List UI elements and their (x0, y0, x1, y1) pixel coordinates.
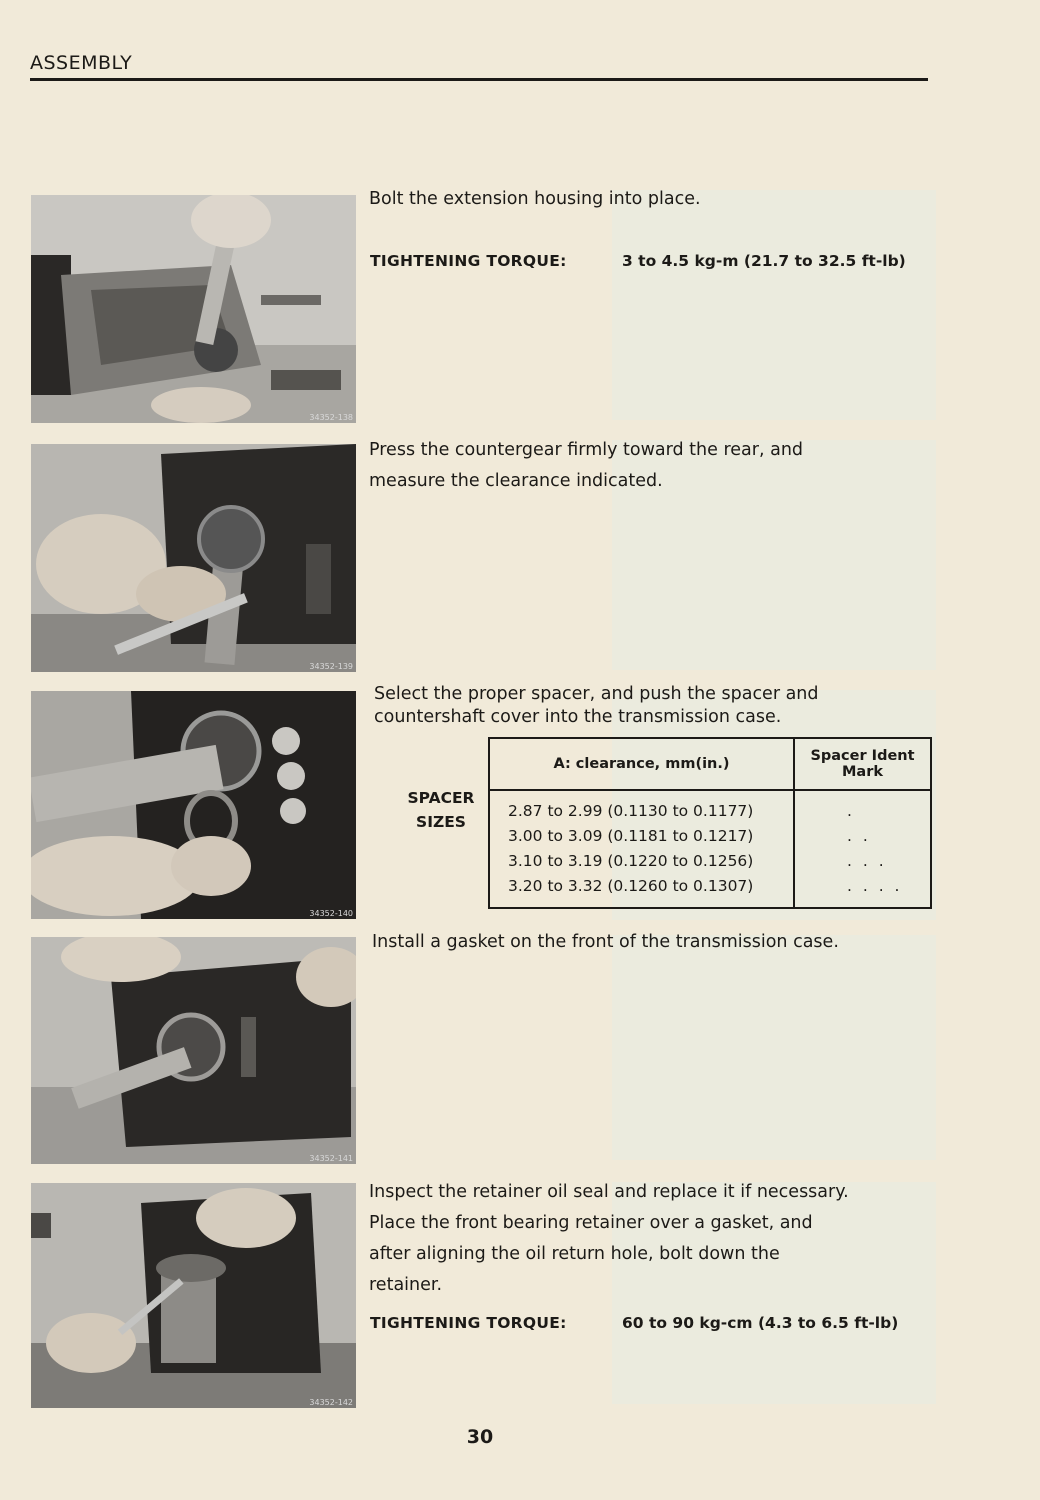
clearance-cell: 3.00 to 3.09 (0.1181 to 0.1217) (489, 824, 794, 849)
text-line: Inspect the retainer oil seal and replace it if necessary. (369, 1182, 849, 1202)
torque-value: 60 to 90 kg-cm (4.3 to 6.5 ft-lb) (622, 1314, 899, 1332)
photo-countergear-clearance (31, 444, 356, 672)
header-mark-line: Spacer Ident (810, 748, 915, 764)
step-5-torque (370, 1314, 898, 1332)
text-line: Press the countergear firmly toward the rear, and (369, 440, 804, 460)
table-row (489, 849, 931, 874)
text-line: Place the front bearing retainer over a gasket, and (369, 1213, 813, 1233)
table-header-clearance: A: clearance, mm(in.) (489, 738, 794, 790)
torque-label: TIGHTENING TORQUE: (370, 252, 567, 270)
text-line: retainer. (369, 1275, 443, 1295)
clearance-cell: 2.87 to 2.99 (0.1130 to 0.1177) (489, 790, 794, 824)
photo-extension-housing (31, 195, 356, 423)
photo-id: 34352-138 (309, 413, 353, 422)
photo-id: 34352-141 (309, 1154, 353, 1163)
mark-cell: . . (847, 827, 871, 845)
photo-id: 34352-142 (309, 1398, 353, 1407)
table-row (489, 790, 931, 824)
page-number: 30 (466, 1426, 494, 1448)
text-line: measure the clearance indicated. (369, 471, 663, 491)
spacer-size-table (488, 737, 932, 909)
table-row (489, 874, 931, 908)
step-5-text (369, 1177, 929, 1301)
bleed-through-panel (612, 935, 936, 1160)
step-1-torque (370, 252, 906, 270)
photo-gasket-install (31, 937, 356, 1164)
text-line: Select the proper spacer, and push the spacer and (374, 684, 819, 704)
clearance-cell: 3.20 to 3.32 (0.1260 to 0.1307) (489, 874, 794, 908)
table-row (489, 824, 931, 849)
photo-spacer-cover (31, 691, 356, 919)
sizes-label-line: SIZES (416, 813, 466, 831)
step-4-text: Install a gasket on the front of the transmission case. (372, 932, 839, 952)
mark-cell: . (847, 802, 855, 820)
clearance-cell: 3.10 to 3.19 (0.1220 to 0.1256) (489, 849, 794, 874)
text-line: countershaft cover into the transmission case. (374, 707, 782, 727)
torque-value: 3 to 4.5 kg-m (21.7 to 32.5 ft-lb) (622, 252, 906, 270)
bleed-through-panel (612, 190, 936, 420)
torque-label: TIGHTENING TORQUE: (370, 1314, 567, 1332)
mark-cell: . . . . (847, 877, 903, 895)
header-mark-line: Mark (841, 764, 883, 780)
mark-cell: . . . (847, 852, 887, 870)
step-1-text: Bolt the extension housing into place. (369, 189, 701, 209)
spacer-sizes-label (396, 786, 486, 834)
sizes-label-line: SPACER (407, 789, 475, 807)
section-title: ASSEMBLY (30, 52, 133, 74)
page-header (30, 52, 928, 81)
photo-bearing-retainer (31, 1183, 356, 1408)
step-2-text (369, 435, 929, 497)
step-3-text (374, 683, 934, 729)
text-line: after aligning the oil return hole, bolt down the (369, 1244, 780, 1264)
table-header-mark (794, 738, 931, 790)
photo-id: 34352-140 (309, 909, 353, 918)
photo-id: 34352-139 (309, 662, 353, 671)
